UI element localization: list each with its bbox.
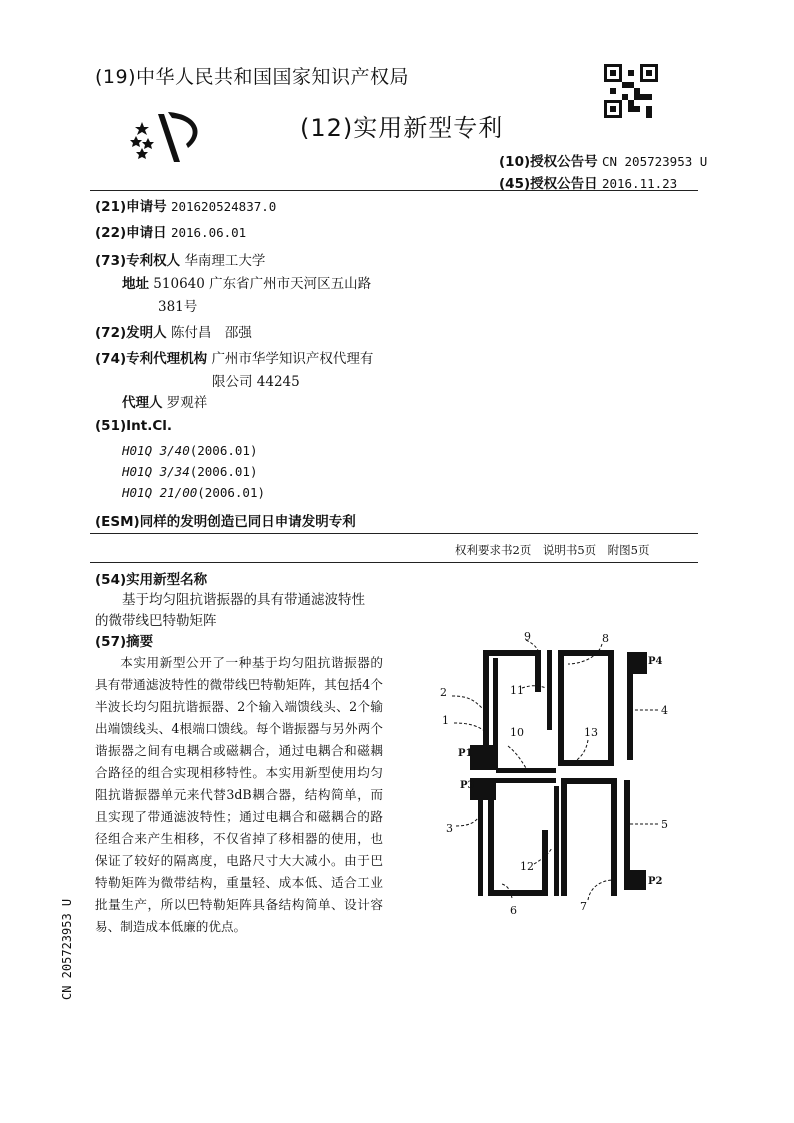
port-label-p4: P4 [648,656,663,667]
ipc-row [122,482,265,501]
ipc-code: H01Q 21/00 [122,485,198,500]
port-label-p1: P1 [458,748,473,759]
resonator-7-right-arm [611,778,617,896]
publication-date-label: (45)授权公告日 [499,176,598,192]
esm-note: (ESM)同样的发明创造已同日申请发明专利 [95,514,356,530]
label-10: 10 [510,726,524,739]
resonator-8-top [558,650,614,656]
port-label-p3: P3 [460,780,475,791]
int-cl-label: (51)Int.Cl. [95,418,173,434]
address-line-1: 510640 广东省广州市天河区五山路 [153,276,372,292]
pages-rule [90,562,698,563]
page-counts: 权利要求书2页 说明书5页 附图5页 [455,543,650,557]
label-2: 2 [440,686,447,699]
inventor-label: (72)发明人 [95,325,167,341]
label-11: 11 [510,684,524,697]
biblio-rule [90,533,698,534]
patentee: 华南理工大学 [184,253,266,269]
butler-matrix-figure [430,628,700,918]
publication-number: CN 205723953 U [601,154,708,169]
resonator-6-bottom [488,890,548,896]
resonator-12-arm [554,786,559,896]
publication-number-row [499,150,707,170]
coupling-line-10-lower [496,778,556,783]
agency-line-1: 广州市华学知识产权代理有 [211,351,374,367]
agent-label: 代理人 [122,395,163,411]
label-1: 1 [442,714,449,727]
resonator-8-left-arm [558,650,564,760]
resonator-6-right-arm [542,830,548,896]
label-6: 6 [510,904,517,917]
patentee-label: (73)专利权人 [95,253,181,269]
agent: 罗观祥 [166,395,208,411]
application-number-label: (21)申请号 [95,199,167,215]
resonator-11-arm [547,650,552,730]
inventor-row [95,321,252,341]
application-number-row [95,195,276,215]
utility-model-title-line-1: 基于均匀阻抗谐振器的具有带通滤波特性 [122,592,365,608]
application-date: 2016.06.01 [170,225,247,240]
publication-date-row [499,172,677,192]
application-date-row [95,221,246,241]
title-label: (54)实用新型名称 [95,572,208,588]
ipc-version: (2006.01) [189,443,258,458]
port-label-p2: P2 [648,876,663,887]
label-13: 13 [584,726,598,739]
agency-line-2: 限公司 44245 [212,374,300,390]
side-publication-number: CN 205723953 U [60,898,74,1000]
abstract-text: 本实用新型公开了一种基于均匀阻抗谐振器的具有带通滤波特性的微带线巴特勒矩阵，其包括4个半波长均匀阻抗谐振器、2个输入端馈线头、2个输出端馈线头、4根端口馈线。每个谐振器与另外两个谐振器之间有电耦合或磁耦合，通过电耦合和磁耦合路径的组合实现相移特性。本实用新型使用均匀阻抗谐振器单元来代替3dB耦合器，结构简单，而且实现了带通滤波特性；通过电耦合和磁耦合的路径组合来产生相移，不仅省掉了移相器的使用，也保证了较好的隔离度，电路尺寸大大减小。由于巴特勒矩阵为微带结构，重量轻、成本低、适合工业批量生产，所以巴特勒矩阵具备结构简单、设计容易、制造成本低廉的优点。 [95,655,383,934]
ipc-row [122,461,257,480]
cnipa-logo [128,104,208,164]
coupling-line-10-upper [496,768,556,773]
label-3: 3 [446,822,453,835]
application-number: 201620524837.0 [170,199,277,214]
label-12: 12 [520,860,534,873]
resonator-7-left-arm [561,778,567,896]
feed-line-3 [478,788,483,896]
address-row [122,272,371,292]
agent-row [122,391,207,411]
label-7: 7 [580,900,587,913]
ipc-version: (2006.01) [197,485,265,500]
agency-row [95,347,373,367]
ipc-version: (2006.01) [189,464,258,479]
label-9: 9 [524,630,531,643]
label-5: 5 [661,818,668,831]
publication-number-label: (10)授权公告号 [499,154,598,170]
agency-label: (74)专利代理机构 [95,351,208,367]
utility-model-title-line-2: 的微带线巴特勒矩阵 [95,613,217,629]
publication-date: 2016.11.23 [601,176,678,191]
ipc-code: H01Q 3/40 [122,443,190,458]
coupling-line-13 [558,760,614,766]
address-line-2: 381号 [158,299,198,315]
resonator-7-top [561,778,617,784]
resonator-2-top [483,650,541,656]
port-p1-pad [470,745,498,770]
ipc-code: H01Q 3/34 [122,464,190,479]
label-4: 4 [661,704,668,717]
address-label: 地址 [122,276,149,292]
port-p2-pad [624,870,646,890]
qr-code [604,64,658,118]
label-8: 8 [602,632,609,645]
inventors: 陈付昌 邵强 [170,325,252,341]
header-rule [90,190,698,191]
port-p4-pad [627,652,647,674]
issuing-office: (19)中华人民共和国国家知识产权局 [95,66,410,88]
resonator-6-left-arm [488,778,494,896]
application-date-label: (22)申请日 [95,225,167,241]
document-type: (12)实用新型专利 [300,114,504,142]
ipc-row [122,440,257,459]
patentee-row [95,249,265,269]
abstract-label: (57)摘要 [95,634,154,650]
resonator-8-right-arm [608,650,614,760]
